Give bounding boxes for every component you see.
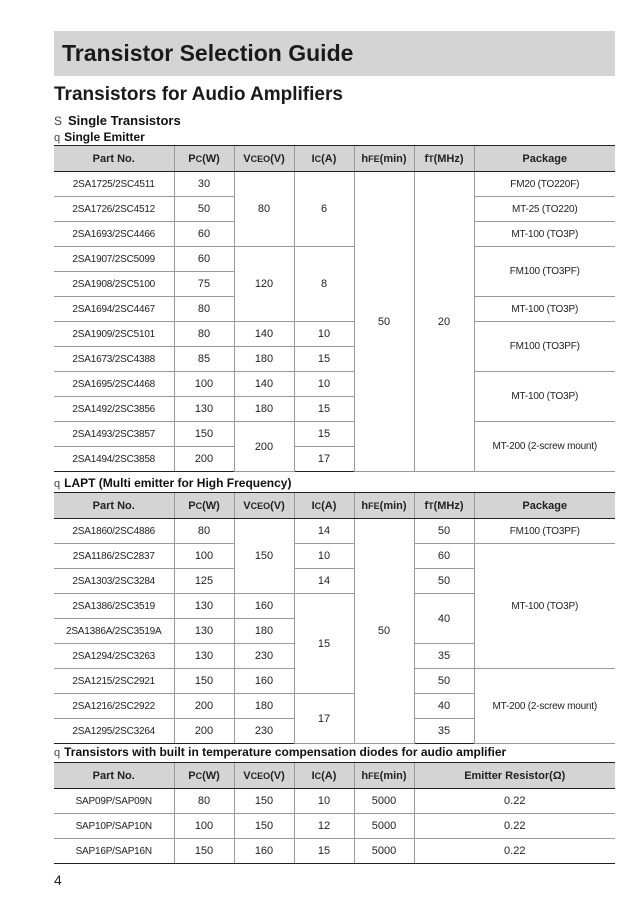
col-ft: fT(MHz) bbox=[414, 146, 474, 172]
vceo-value: 180 bbox=[234, 619, 294, 644]
col-vceo: VCEO(V) bbox=[234, 146, 294, 172]
pc-value: 85 bbox=[174, 347, 234, 372]
table-row bbox=[54, 544, 615, 569]
part-number: 2SA1216/2SC2922 bbox=[54, 694, 174, 719]
col-ic: IC(A) bbox=[294, 493, 354, 519]
pc-value: 75 bbox=[174, 272, 234, 297]
pc-value: 150 bbox=[174, 669, 234, 694]
pc-value: 30 bbox=[174, 172, 234, 197]
vceo-value: 120 bbox=[234, 247, 294, 322]
vceo-value: 180 bbox=[234, 347, 294, 372]
col-vceo: VCEO(V) bbox=[234, 493, 294, 519]
package-value: FM20 (TO220F) bbox=[474, 172, 615, 197]
ic-value: 14 bbox=[294, 569, 354, 594]
vceo-value: 180 bbox=[234, 694, 294, 719]
pc-value: 200 bbox=[174, 447, 234, 472]
col-pc: PC(W) bbox=[174, 763, 234, 789]
lapt-heading bbox=[54, 476, 291, 490]
col-hfe: hFE(min) bbox=[354, 493, 414, 519]
ic-value: 12 bbox=[294, 814, 354, 839]
section-title: Transistors for Audio Amplifiers bbox=[54, 84, 343, 105]
part-number: 2SA1860/2SC4886 bbox=[54, 519, 174, 544]
pc-value: 80 bbox=[174, 519, 234, 544]
bullet-marker: q bbox=[54, 132, 61, 144]
builtin-diode-table bbox=[54, 762, 615, 864]
pc-value: 60 bbox=[174, 222, 234, 247]
part-number: 2SA1694/2SC4467 bbox=[54, 297, 174, 322]
hfe-value: 5000 bbox=[354, 814, 414, 839]
col-ic: IC(A) bbox=[294, 146, 354, 172]
ft-value: 40 bbox=[414, 594, 474, 644]
pc-value: 125 bbox=[174, 569, 234, 594]
part-number: 2SA1386A/2SC3519A bbox=[54, 619, 174, 644]
ft-value: 50 bbox=[414, 519, 474, 544]
ic-value: 14 bbox=[294, 519, 354, 544]
package-value: MT-100 (TO3P) bbox=[474, 372, 615, 422]
ft-value: 50 bbox=[414, 569, 474, 594]
table-row bbox=[54, 789, 615, 814]
ic-value: 10 bbox=[294, 789, 354, 814]
vceo-value: 140 bbox=[234, 322, 294, 347]
emitter-resistor-value: 0.22 bbox=[414, 789, 615, 814]
pc-value: 200 bbox=[174, 694, 234, 719]
col-pc: PC(W) bbox=[174, 493, 234, 519]
part-number: 2SA1673/2SC4388 bbox=[54, 347, 174, 372]
pc-value: 130 bbox=[174, 397, 234, 422]
pc-value: 130 bbox=[174, 644, 234, 669]
pc-value: 60 bbox=[174, 247, 234, 272]
page-number: 4 bbox=[54, 872, 62, 888]
part-number: SAP16P/SAP16N bbox=[54, 839, 174, 864]
single-emitter-heading bbox=[54, 130, 145, 144]
col-package: Package bbox=[474, 493, 615, 519]
pc-value: 100 bbox=[174, 814, 234, 839]
pc-value: 80 bbox=[174, 789, 234, 814]
lapt-table bbox=[54, 492, 615, 744]
package-value: FM100 (TO3PF) bbox=[474, 322, 615, 372]
heading-label: Transistors with built in temperature compensation diodes for audio amplifier bbox=[64, 745, 507, 759]
hfe-value: 5000 bbox=[354, 789, 414, 814]
ic-value: 15 bbox=[294, 839, 354, 864]
ic-value: 10 bbox=[294, 322, 354, 347]
ft-value: 40 bbox=[414, 694, 474, 719]
hfe-value: 50 bbox=[354, 519, 414, 744]
pc-value: 200 bbox=[174, 719, 234, 744]
col-emitter-resistor: Emitter Resistor(Ω) bbox=[414, 763, 615, 789]
vceo-value: 160 bbox=[234, 594, 294, 619]
part-number: SAP10P/SAP10N bbox=[54, 814, 174, 839]
package-value: FM100 (TO3PF) bbox=[474, 247, 615, 297]
pc-value: 100 bbox=[174, 544, 234, 569]
vceo-value: 200 bbox=[234, 422, 294, 472]
bullet-marker: q bbox=[54, 747, 61, 759]
pc-value: 150 bbox=[174, 422, 234, 447]
table-row bbox=[54, 814, 615, 839]
ic-value: 15 bbox=[294, 347, 354, 372]
vceo-value: 160 bbox=[234, 669, 294, 694]
ft-value: 50 bbox=[414, 669, 474, 694]
ic-value: 15 bbox=[294, 397, 354, 422]
bullet-marker: q bbox=[54, 478, 61, 490]
pc-value: 130 bbox=[174, 619, 234, 644]
table-row bbox=[54, 322, 615, 347]
vceo-value: 180 bbox=[234, 397, 294, 422]
part-number: 2SA1186/2SC2837 bbox=[54, 544, 174, 569]
ft-value: 35 bbox=[414, 719, 474, 744]
package-value: MT-25 (TO220) bbox=[474, 197, 615, 222]
ic-value: 17 bbox=[294, 447, 354, 472]
vceo-value: 140 bbox=[234, 372, 294, 397]
pc-value: 150 bbox=[174, 839, 234, 864]
emitter-resistor-value: 0.22 bbox=[414, 839, 615, 864]
ft-value: 35 bbox=[414, 644, 474, 669]
part-number: 2SA1493/2SC3857 bbox=[54, 422, 174, 447]
table-row bbox=[54, 172, 615, 197]
heading-label: Single Emitter bbox=[64, 130, 145, 144]
col-ic: IC(A) bbox=[294, 763, 354, 789]
package-value: MT-100 (TO3P) bbox=[474, 297, 615, 322]
vceo-value: 150 bbox=[234, 789, 294, 814]
vceo-value: 160 bbox=[234, 839, 294, 864]
ft-value: 60 bbox=[414, 544, 474, 569]
heading-label: LAPT (Multi emitter for High Frequency) bbox=[64, 476, 292, 490]
package-value: MT-200 (2-screw mount) bbox=[474, 669, 615, 744]
table-header-row bbox=[54, 146, 615, 172]
ic-value: 10 bbox=[294, 544, 354, 569]
col-part-no: Part No. bbox=[54, 493, 174, 519]
part-number: 2SA1294/2SC3263 bbox=[54, 644, 174, 669]
ic-value: 8 bbox=[294, 247, 354, 322]
part-number: 2SA1695/2SC4468 bbox=[54, 372, 174, 397]
part-number: 2SA1386/2SC3519 bbox=[54, 594, 174, 619]
vceo-value: 150 bbox=[234, 814, 294, 839]
table-row bbox=[54, 422, 615, 447]
pc-value: 50 bbox=[174, 197, 234, 222]
table-row bbox=[54, 372, 615, 397]
col-hfe: hFE(min) bbox=[354, 763, 414, 789]
table-header-row bbox=[54, 493, 615, 519]
ic-value: 10 bbox=[294, 372, 354, 397]
ic-value: 15 bbox=[294, 594, 354, 694]
pc-value: 100 bbox=[174, 372, 234, 397]
hfe-value: 50 bbox=[354, 172, 414, 472]
package-value: FM100 (TO3PF) bbox=[474, 519, 615, 544]
col-part-no: Part No. bbox=[54, 763, 174, 789]
vceo-value: 230 bbox=[234, 719, 294, 744]
part-number: SAP09P/SAP09N bbox=[54, 789, 174, 814]
part-number: 2SA1494/2SC3858 bbox=[54, 447, 174, 472]
pc-value: 80 bbox=[174, 297, 234, 322]
part-number: 2SA1726/2SC4512 bbox=[54, 197, 174, 222]
part-number: 2SA1492/2SC3856 bbox=[54, 397, 174, 422]
table-row bbox=[54, 247, 615, 272]
page-title: Transistor Selection Guide bbox=[54, 31, 615, 76]
col-hfe: hFE(min) bbox=[354, 146, 414, 172]
part-number: 2SA1909/2SC5101 bbox=[54, 322, 174, 347]
part-number: 2SA1295/2SC3264 bbox=[54, 719, 174, 744]
col-pc: PC(W) bbox=[174, 146, 234, 172]
ft-value: 20 bbox=[414, 172, 474, 472]
hfe-value: 5000 bbox=[354, 839, 414, 864]
single-emitter-table bbox=[54, 145, 615, 472]
table-row bbox=[54, 839, 615, 864]
pc-value: 80 bbox=[174, 322, 234, 347]
col-package: Package bbox=[474, 146, 615, 172]
ic-value: 6 bbox=[294, 172, 354, 247]
pc-value: 130 bbox=[174, 594, 234, 619]
vceo-value: 150 bbox=[234, 519, 294, 594]
package-value: MT-100 (TO3P) bbox=[474, 544, 615, 669]
ic-value: 17 bbox=[294, 694, 354, 744]
table-row bbox=[54, 519, 615, 544]
part-number: 2SA1725/2SC4511 bbox=[54, 172, 174, 197]
ic-value: 15 bbox=[294, 422, 354, 447]
part-number: 2SA1693/2SC4466 bbox=[54, 222, 174, 247]
col-vceo: VCEO(V) bbox=[234, 763, 294, 789]
table-header-row bbox=[54, 763, 615, 789]
builtin-diode-heading bbox=[54, 745, 506, 759]
col-part-no: Part No. bbox=[54, 146, 174, 172]
part-number: 2SA1908/2SC5100 bbox=[54, 272, 174, 297]
vceo-value: 80 bbox=[234, 172, 294, 247]
single-transistors-heading bbox=[54, 113, 181, 128]
package-value: MT-200 (2-screw mount) bbox=[474, 422, 615, 472]
package-value: MT-100 (TO3P) bbox=[474, 222, 615, 247]
vceo-value: 230 bbox=[234, 644, 294, 669]
bullet-marker: S bbox=[54, 114, 63, 128]
part-number: 2SA1215/2SC2921 bbox=[54, 669, 174, 694]
part-number: 2SA1303/2SC3284 bbox=[54, 569, 174, 594]
heading-label: Single Transistors bbox=[68, 113, 181, 128]
part-number: 2SA1907/2SC5099 bbox=[54, 247, 174, 272]
col-ft: fT(MHz) bbox=[414, 493, 474, 519]
emitter-resistor-value: 0.22 bbox=[414, 814, 615, 839]
